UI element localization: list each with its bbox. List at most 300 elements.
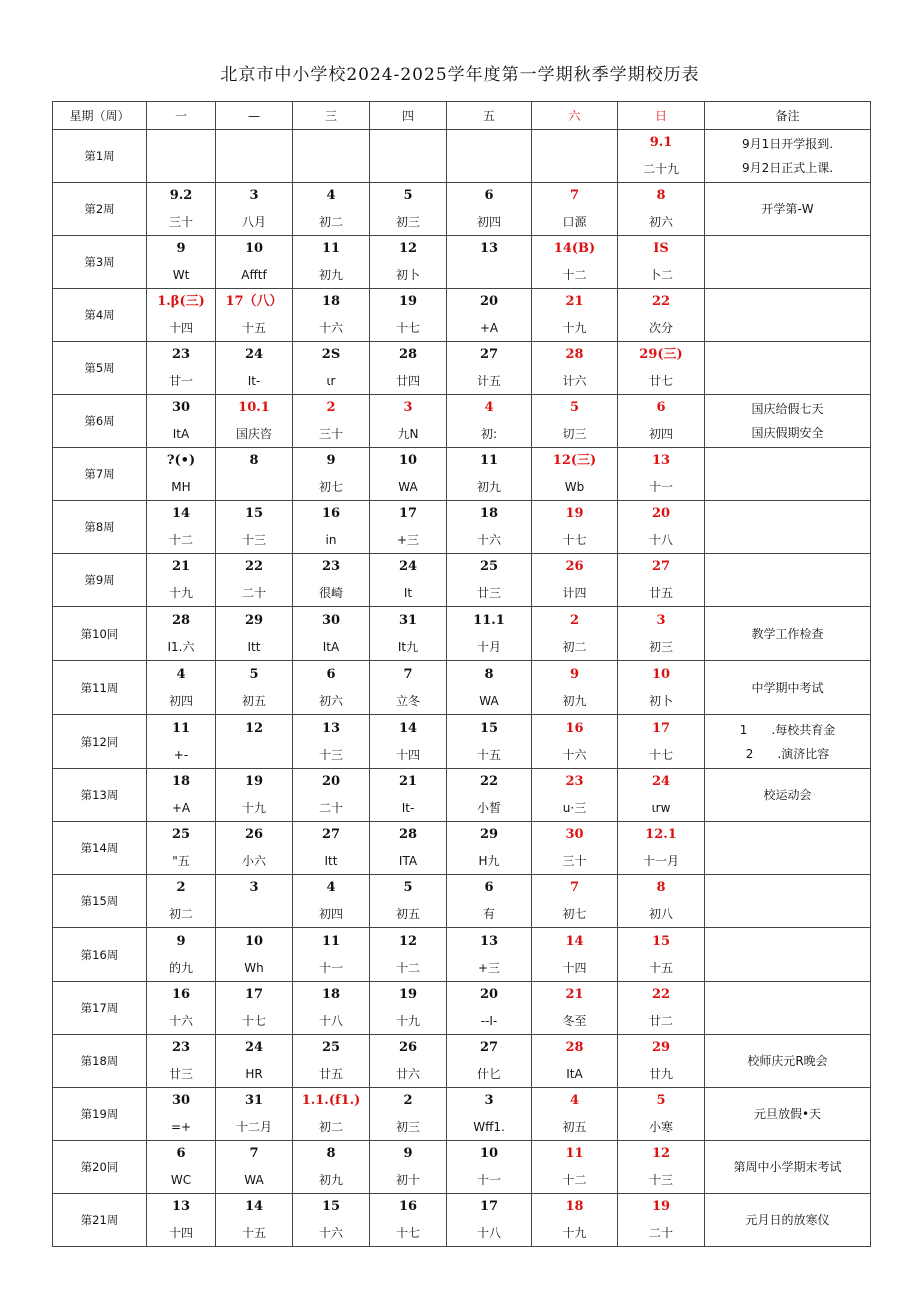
day-cell	[370, 1088, 447, 1141]
note-text: 第周中小学期末考试	[733, 1160, 842, 1174]
day-cell	[147, 289, 216, 342]
week-row	[53, 289, 871, 342]
day-cell	[447, 875, 532, 928]
date-number: 26	[565, 559, 584, 574]
day-cell	[293, 982, 370, 1035]
day-cell	[293, 769, 370, 822]
note-cell	[705, 1035, 871, 1088]
day-cell	[147, 715, 216, 769]
date-number: 25	[171, 827, 191, 842]
date-number: 20	[321, 774, 341, 789]
week-row	[53, 822, 871, 875]
day-cell	[447, 1141, 532, 1194]
lunar-date: 次分	[648, 321, 673, 335]
lunar-date: ιrw	[651, 801, 671, 815]
week-label: 第5周	[53, 342, 147, 395]
day-cell	[618, 661, 705, 715]
day-cell	[216, 501, 293, 554]
lunar-date: It-	[247, 374, 261, 388]
date-number: 20	[479, 294, 499, 309]
day-cell	[532, 928, 618, 982]
lunar-date: 计六	[562, 374, 587, 388]
lunar-date: Itt	[324, 854, 338, 868]
week-label: 第9周	[53, 554, 147, 607]
lunar-date: 十四	[168, 1226, 193, 1240]
date-number: 31	[398, 612, 418, 628]
date-number	[370, 130, 446, 156]
day-cell	[447, 928, 532, 982]
date-number: 16	[171, 987, 191, 1002]
date-number: 19	[398, 987, 418, 1002]
lunar-date: 二十	[241, 586, 266, 600]
lunar-date: 十七	[395, 1226, 420, 1240]
week-label: 第8周	[53, 501, 147, 554]
lunar-date: WA	[398, 480, 418, 494]
day-cell	[618, 928, 705, 982]
date-number: 5	[403, 880, 413, 895]
date-number: 21	[565, 987, 584, 1002]
lunar-date: 初四	[476, 215, 501, 229]
day-cell	[370, 1141, 447, 1194]
day-cell	[447, 1088, 532, 1141]
day-cell	[370, 1035, 447, 1088]
day-cell	[370, 183, 447, 236]
date-number: 27	[321, 827, 341, 842]
lunar-date: 初三	[395, 215, 420, 229]
lunar-date: 卜二	[648, 268, 673, 282]
lunar-date: 十八	[476, 1226, 501, 1240]
date-number: 11.1	[473, 612, 505, 628]
week-row	[53, 769, 871, 822]
day-cell	[216, 928, 293, 982]
date-number: 5	[569, 400, 580, 415]
date-number: 5	[403, 188, 413, 203]
note-cell	[705, 928, 871, 982]
note-text: 校师庆元R晚会	[747, 1054, 828, 1068]
note-text: 元旦放假•天	[753, 1107, 822, 1121]
date-number: 25	[321, 1040, 341, 1055]
note-text: 9月2日正式上课.	[741, 161, 834, 175]
lunar-date	[293, 156, 369, 182]
date-number: 7	[249, 1146, 259, 1161]
lunar-date: 国庆咨	[235, 427, 272, 441]
day-cell	[618, 554, 705, 607]
day-cell	[216, 1035, 293, 1088]
day-cell	[370, 448, 447, 501]
date-number: 17	[651, 720, 671, 736]
day-cell	[370, 661, 447, 715]
week-row	[53, 130, 871, 183]
lunar-date: 有	[482, 907, 495, 921]
date-number: 12	[398, 933, 418, 949]
lunar-date: 初八	[648, 907, 673, 921]
date-number: 24	[651, 774, 671, 789]
day-cell	[293, 289, 370, 342]
lunar-date: WA	[479, 693, 499, 708]
day-cell	[447, 554, 532, 607]
lunar-date: 廿三	[476, 586, 501, 600]
day-cell	[216, 130, 293, 183]
lunar-date	[532, 156, 617, 182]
lunar-date: 十六	[476, 533, 501, 547]
lunar-date: 十二	[562, 1173, 587, 1187]
date-number: 30	[321, 612, 341, 628]
date-number: 11	[479, 453, 499, 468]
lunar-date: 初五	[395, 907, 420, 921]
week-row	[53, 1141, 871, 1194]
date-number: 18	[479, 506, 499, 521]
lunar-date: 三十	[318, 427, 343, 441]
date-number: 14	[565, 933, 584, 949]
day-cell	[147, 501, 216, 554]
day-cell	[532, 661, 618, 715]
date-number: 21	[398, 774, 418, 789]
date-number: 21	[171, 559, 191, 574]
note-cell	[705, 875, 871, 928]
day-cell	[447, 661, 532, 715]
day-cell	[532, 875, 618, 928]
lunar-date	[216, 156, 292, 182]
day-cell	[370, 982, 447, 1035]
day-cell	[532, 715, 618, 769]
day-cell	[618, 236, 705, 289]
lunar-date: It九	[397, 639, 419, 654]
school-calendar-table	[52, 101, 871, 1247]
week-row	[53, 1035, 871, 1088]
date-number: 13	[479, 241, 499, 256]
lunar-date: Wff1.	[473, 1120, 505, 1134]
day-cell	[216, 875, 293, 928]
lunar-date: 初九	[562, 693, 587, 708]
day-cell	[293, 448, 370, 501]
day-cell	[532, 1035, 618, 1088]
note-cell	[705, 715, 871, 769]
date-number: 19	[651, 1199, 671, 1214]
week-label: 第15周	[53, 875, 147, 928]
lunar-date: 十五	[241, 1226, 266, 1240]
date-number: 18	[321, 294, 341, 309]
day-cell	[216, 1088, 293, 1141]
date-number: 13	[321, 720, 341, 736]
date-number: 9	[403, 1146, 413, 1161]
lunar-date: It	[403, 586, 413, 600]
date-number: 4	[176, 666, 186, 682]
date-number: 22	[651, 987, 671, 1002]
day-cell	[618, 501, 705, 554]
date-number: 28	[398, 827, 418, 842]
day-cell	[532, 554, 618, 607]
lunar-date: ιr	[326, 374, 336, 388]
date-number: 19	[398, 294, 418, 309]
lunar-date: 十二	[562, 268, 587, 282]
header-row	[53, 102, 871, 130]
lunar-date: 初卜	[395, 268, 420, 282]
note-cell	[705, 1194, 871, 1247]
day-cell	[293, 822, 370, 875]
day-cell	[532, 607, 618, 661]
lunar-date: 初七	[562, 907, 587, 921]
lunar-date: 十一月	[642, 854, 679, 868]
lunar-date: Itt	[247, 639, 261, 654]
lunar-date: Afftf	[241, 268, 267, 282]
date-number: 29	[651, 1040, 671, 1055]
lunar-date: +三	[396, 533, 420, 547]
date-number: 10	[244, 241, 264, 256]
date-number: 24	[244, 347, 264, 362]
day-cell	[216, 554, 293, 607]
day-cell	[370, 130, 447, 183]
lunar-date: 十九	[562, 321, 587, 335]
lunar-date	[216, 901, 292, 927]
day-cell	[293, 130, 370, 183]
week-row	[53, 342, 871, 395]
note-cell	[705, 554, 871, 607]
week-row	[53, 554, 871, 607]
date-number: 26	[244, 827, 264, 842]
day-cell	[293, 501, 370, 554]
date-number: 29	[244, 612, 264, 628]
day-cell	[532, 822, 618, 875]
note-text: 校运动会	[763, 788, 812, 802]
day-cell	[370, 289, 447, 342]
note-text: 中学期中考试	[751, 680, 824, 695]
day-cell	[370, 554, 447, 607]
day-cell	[370, 1194, 447, 1247]
lunar-date: 初五	[562, 1120, 587, 1134]
lunar-date: 十九	[168, 586, 193, 600]
lunar-date: 切三	[562, 427, 587, 441]
day-cell	[147, 875, 216, 928]
lunar-date: 廿五	[648, 586, 673, 600]
lunar-date: 十九	[241, 801, 266, 815]
week-row	[53, 607, 871, 661]
day-cell	[216, 236, 293, 289]
header-week: 星期（周）	[53, 102, 147, 130]
note-cell	[705, 982, 871, 1035]
week-label: 第20同	[53, 1141, 147, 1194]
day-cell	[370, 342, 447, 395]
lunar-date: 冬至	[562, 1014, 587, 1028]
date-number: 26	[398, 1040, 418, 1055]
lunar-date: 十五	[241, 321, 266, 335]
date-number: 13	[171, 1199, 191, 1214]
day-cell	[216, 1194, 293, 1247]
lunar-date: 十七	[648, 747, 673, 762]
day-cell	[618, 875, 705, 928]
lunar-date: 初四	[318, 907, 343, 921]
date-number: 9	[569, 666, 580, 682]
lunar-date: 十一	[476, 1173, 501, 1187]
date-number: 4	[484, 400, 494, 415]
page-title: 北京市中小学校2024-2025学年度第一学期秋季学期校历表	[220, 65, 700, 85]
header-day-mon: 一	[147, 102, 216, 130]
date-number: 14(B)	[553, 241, 596, 256]
day-cell	[147, 183, 216, 236]
day-cell	[147, 395, 216, 448]
lunar-date: 很崎	[318, 586, 343, 600]
date-number: 10	[398, 453, 418, 468]
date-number: 7	[403, 666, 413, 682]
date-number: 10	[244, 933, 264, 949]
lunar-date: MH	[171, 480, 191, 494]
date-number: 13	[651, 453, 671, 468]
lunar-date: 初二	[168, 907, 193, 921]
date-number: 6	[656, 400, 666, 415]
day-cell	[447, 501, 532, 554]
date-number: 16	[398, 1199, 418, 1214]
lunar-date: 十二	[395, 960, 420, 975]
date-number: 15	[479, 720, 499, 736]
date-number: 8	[326, 1146, 336, 1161]
lunar-date: 九N	[397, 427, 419, 441]
day-cell	[147, 1141, 216, 1194]
day-cell	[147, 1194, 216, 1247]
lunar-date: u·三	[562, 801, 587, 815]
date-number: IS	[653, 241, 669, 256]
header-day-sun: 日	[618, 102, 705, 130]
lunar-date: 十二	[168, 533, 193, 547]
date-number: 27	[651, 559, 671, 574]
lunar-date: HR	[245, 1067, 263, 1081]
lunar-date: ItA	[566, 1067, 583, 1081]
note-cell	[705, 130, 871, 183]
lunar-date: 初:	[480, 427, 498, 441]
lunar-date: 二十	[318, 801, 343, 815]
day-cell	[216, 822, 293, 875]
week-label: 第4周	[53, 289, 147, 342]
date-number: 10.1	[238, 400, 270, 415]
note-cell	[705, 289, 871, 342]
date-number: 12	[398, 241, 418, 256]
day-cell	[216, 289, 293, 342]
date-number: 12.1	[645, 827, 677, 842]
lunar-date: +-	[173, 747, 189, 762]
week-row	[53, 982, 871, 1035]
date-number: 6	[176, 1146, 186, 1161]
week-label: 第17周	[53, 982, 147, 1035]
date-number: 19	[244, 774, 264, 789]
day-cell	[293, 1194, 370, 1247]
lunar-date: It-	[401, 801, 415, 815]
date-number: 10	[651, 666, 671, 682]
date-number: 13	[479, 933, 499, 949]
lunar-date	[216, 474, 292, 500]
date-number: 12(三)	[552, 453, 597, 468]
day-cell	[216, 715, 293, 769]
date-number: 23	[171, 347, 191, 362]
date-number: 17	[479, 1199, 499, 1214]
day-cell	[293, 1035, 370, 1088]
date-number	[447, 130, 531, 156]
date-number: 28	[398, 347, 418, 362]
date-number: 18	[321, 987, 341, 1002]
day-cell	[447, 1035, 532, 1088]
day-cell	[293, 1088, 370, 1141]
week-row	[53, 661, 871, 715]
lunar-date: 初四	[168, 693, 193, 708]
day-cell	[370, 236, 447, 289]
date-number: 20	[651, 506, 671, 521]
date-number: 17	[244, 987, 264, 1002]
lunar-date: 十六	[318, 1226, 343, 1240]
lunar-date: 十三	[241, 533, 266, 547]
lunar-date: Wh	[244, 960, 264, 975]
day-cell	[147, 928, 216, 982]
day-cell	[147, 769, 216, 822]
day-cell	[447, 395, 532, 448]
day-cell	[532, 130, 618, 183]
lunar-date: 三十	[562, 854, 587, 868]
lunar-date: 十七	[241, 1014, 266, 1028]
date-number: 23	[171, 1040, 191, 1055]
week-row	[53, 875, 871, 928]
date-number: 3	[249, 880, 259, 895]
day-cell	[147, 822, 216, 875]
day-cell	[618, 289, 705, 342]
date-number: 21	[565, 294, 584, 309]
header-day-wed: 三	[293, 102, 370, 130]
day-cell	[147, 130, 216, 183]
day-cell	[447, 130, 532, 183]
lunar-date: 立冬	[395, 693, 420, 708]
week-row	[53, 1088, 871, 1141]
day-cell	[370, 822, 447, 875]
day-cell	[447, 982, 532, 1035]
lunar-date: 廿七	[648, 374, 673, 388]
date-number: 23	[321, 559, 341, 574]
date-number: 22	[651, 294, 671, 309]
day-cell	[532, 1088, 618, 1141]
lunar-date: 十四	[168, 321, 193, 335]
lunar-date: WA	[244, 1173, 264, 1187]
date-number: 4	[326, 188, 336, 203]
lunar-date: --I-	[480, 1014, 498, 1028]
lunar-date	[447, 262, 531, 288]
date-number: 7	[569, 880, 580, 895]
day-cell	[370, 607, 447, 661]
note-cell	[705, 1141, 871, 1194]
header-day-sat: 六	[532, 102, 618, 130]
week-row	[53, 236, 871, 289]
note-cell	[705, 183, 871, 236]
day-cell	[618, 183, 705, 236]
date-number: 8	[484, 666, 494, 682]
week-label: 第7周	[53, 448, 147, 501]
lunar-date: 十九	[562, 1226, 587, 1240]
lunar-date: 十三	[648, 1173, 673, 1187]
lunar-date: +A	[171, 801, 191, 815]
lunar-date: 初五	[241, 693, 266, 708]
week-row	[53, 1194, 871, 1247]
lunar-date: WC	[170, 1173, 192, 1187]
note-text: 1 .每校共育金	[739, 722, 836, 737]
lunar-date: 十一	[648, 480, 673, 494]
lunar-date: 初四	[648, 427, 673, 441]
day-cell	[370, 501, 447, 554]
week-label: 第13周	[53, 769, 147, 822]
day-cell	[447, 769, 532, 822]
day-cell	[293, 661, 370, 715]
week-label: 第16周	[53, 928, 147, 982]
day-cell	[147, 982, 216, 1035]
week-label: 第21周	[53, 1194, 147, 1247]
day-cell	[370, 769, 447, 822]
day-cell	[370, 715, 447, 769]
date-number: 22	[244, 559, 264, 574]
date-number: 15	[321, 1199, 341, 1214]
week-row	[53, 395, 871, 448]
date-number: 11	[171, 720, 191, 736]
